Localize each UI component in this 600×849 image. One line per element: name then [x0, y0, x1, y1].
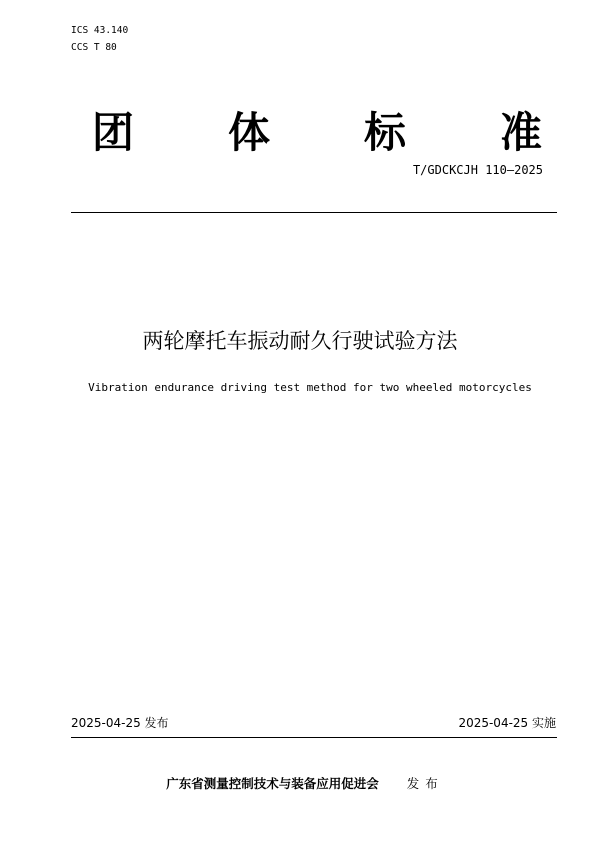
bottom-divider: [71, 737, 557, 738]
english-title: Vibration endurance driving test method for two wheeled motorcycles: [88, 381, 532, 394]
heading-char: 标: [363, 108, 406, 157]
ccs-code: CCS T 80: [71, 42, 117, 53]
top-divider: [71, 212, 557, 213]
ics-code: ICS 43.140: [71, 25, 129, 36]
heading-char: 准: [499, 108, 542, 157]
heading-char: 团: [92, 108, 135, 157]
publisher-organization: 广东省测量控制技术与装备应用促进会: [166, 776, 379, 791]
chinese-title: 两轮摩托车振动耐久行驶试验方法: [142, 329, 458, 353]
implementation-date: 2025-04-25 实施: [458, 716, 556, 730]
issue-date: 2025-04-25 发布: [71, 716, 169, 730]
document-type-heading: [92, 100, 542, 160]
publisher-verb: 发布: [406, 776, 444, 791]
heading-char: 体: [227, 108, 270, 157]
standard-number: T/GDCKCJH 110—2025: [412, 163, 543, 177]
publisher-line: [0, 776, 600, 792]
